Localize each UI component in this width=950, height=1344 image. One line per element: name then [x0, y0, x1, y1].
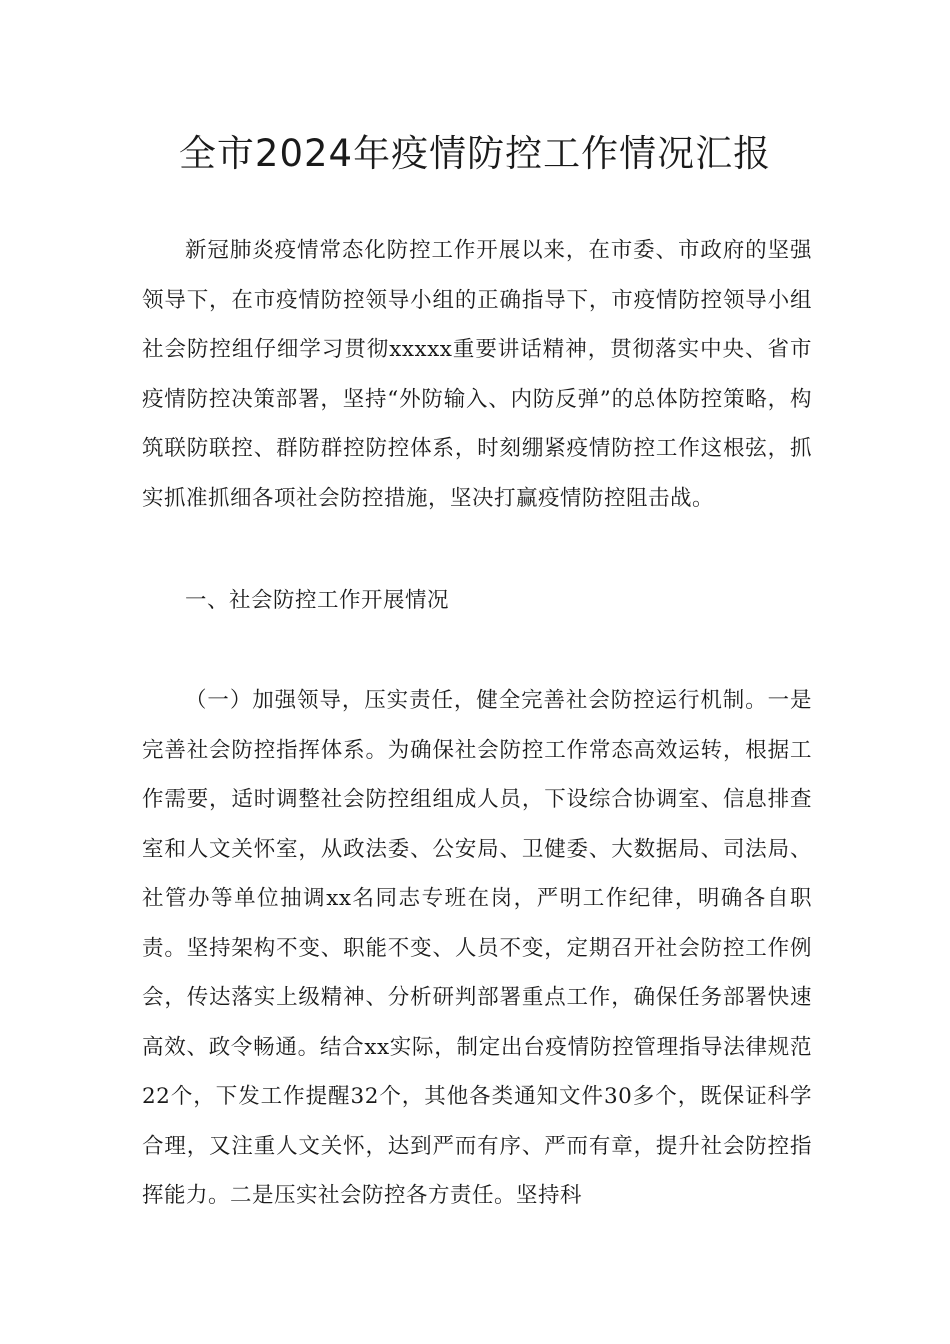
intro-paragraph: 新冠肺炎疫情常态化防控工作开展以来，在市委、市政府的坚强领导下，在市疫情防控领导小组的正确指导下，市疫情防控领导小组社会防控组仔细学习贯彻xxxxx重要讲话精神，贯彻落实中央、省市疫情防控决策部署，坚持“外防输入、内防反弹”的总体防控策略，构筑联防联控、群防群控防控体系，时刻绷紧疫情防控工作这根弦，抓实抓准抓细各项社会防控措施，坚决打赢疫情防控阻击战。 — [142, 238, 812, 511]
body-paragraph: （一）加强领导，压实责任，健全完善社会防控运行机制。一是完善社会防控指挥体系。为确保社会防控工作常态高效运转，根据工作需要，适时调整社会防控组组成人员，下设综合协调室、信息排查室和人文关怀室，从政法委、公安局、卫健委、大数据局、司法局、社管办等单位抽调xx名同志专班在岗，严明工作纪律，明确各自职责。坚持架构不变、职能不变、人员不变，定期召开社会防控工作例会，传达落实上级精神、分析研判部署重点工作，确保任务部署快速高效、政令畅通。结合xx实际，制定出台疫情防控管理指导法律规范22个，下发工作提醒32个，其他各类通知文件30多个，既保证科学合理，又注重人文关怀，达到严而有序、严而有章，提升社会防控指挥能力。二是压实社会防控各方责任。坚持科 — [142, 688, 812, 1208]
section-heading: 一、社会防控工作开展情况 — [185, 588, 450, 613]
document-title: 全市2024年疫情防控工作情况汇报 — [178, 132, 772, 175]
